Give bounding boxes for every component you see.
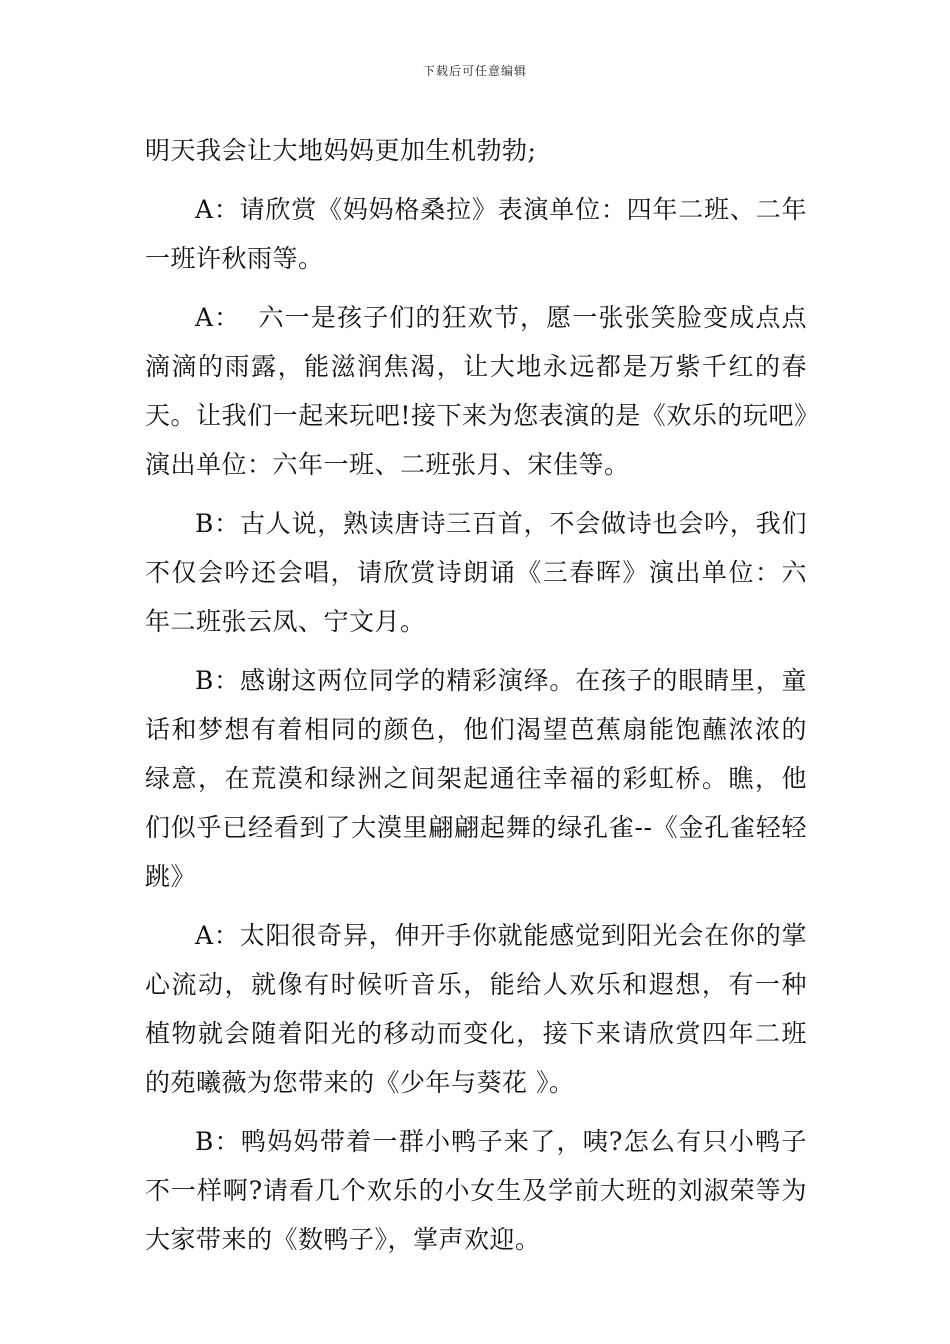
- paragraph: A：请欣赏《妈妈格桑拉》表演单位：四年二班、二年一班许秋雨等。: [145, 195, 807, 273]
- paragraph: B：鸭妈妈带着一群小鸭子来了，咦?怎么有只小鸭子不一样啊?请看几个欢乐的小女生及学前大班的刘淑荣等为大家带来的《数鸭子》，掌声欢迎。: [145, 1127, 807, 1254]
- paragraph: A：太阳很奇异，伸开手你就能感觉到阳光会在你的掌心流动，就像有时候听音乐，能给人欢乐和遐想，有一种植物就会随着阳光的移动而变化，接下来请欣赏四年二班的苑曦薇为您带来的《少年与葵花 》。: [145, 921, 807, 1097]
- paragraph: 明天我会让大地妈妈更加生机勃勃;: [145, 136, 537, 165]
- document-body: [145, 126, 807, 1274]
- paragraph: B：感谢这两位同学的精彩演绎。在孩子的眼睛里，童话和梦想有着相同的颜色，他们渴望芭蕉扇能饱蘸浓浓的绿意，在荒漠和绿洲之间架起通往幸福的彩虹桥。瞧，他们似乎已经看到了大漠里翩翩起舞的绿孔雀--《金孔雀轻轻跳》: [145, 666, 807, 891]
- page-header: 下载后可任意编辑: [422, 64, 527, 78]
- paragraph: B：古人说，熟读唐诗三百首，不会做诗也会吟，我们不仅会吟还会唱，请欣赏诗朗诵《三春晖》演出单位：六年二班张云凤、宁文月。: [145, 509, 807, 636]
- paragraph: A： 六一是孩子们的狂欢节，愿一张张笑脸变成点点滴滴的雨露，能滋润焦渴，让大地永远都是万紫千红的春天。让我们一起来玩吧!接下来为您表演的是《欢乐的玩吧》演出单位：六年一班、二班张月、宋佳等。: [145, 303, 807, 479]
